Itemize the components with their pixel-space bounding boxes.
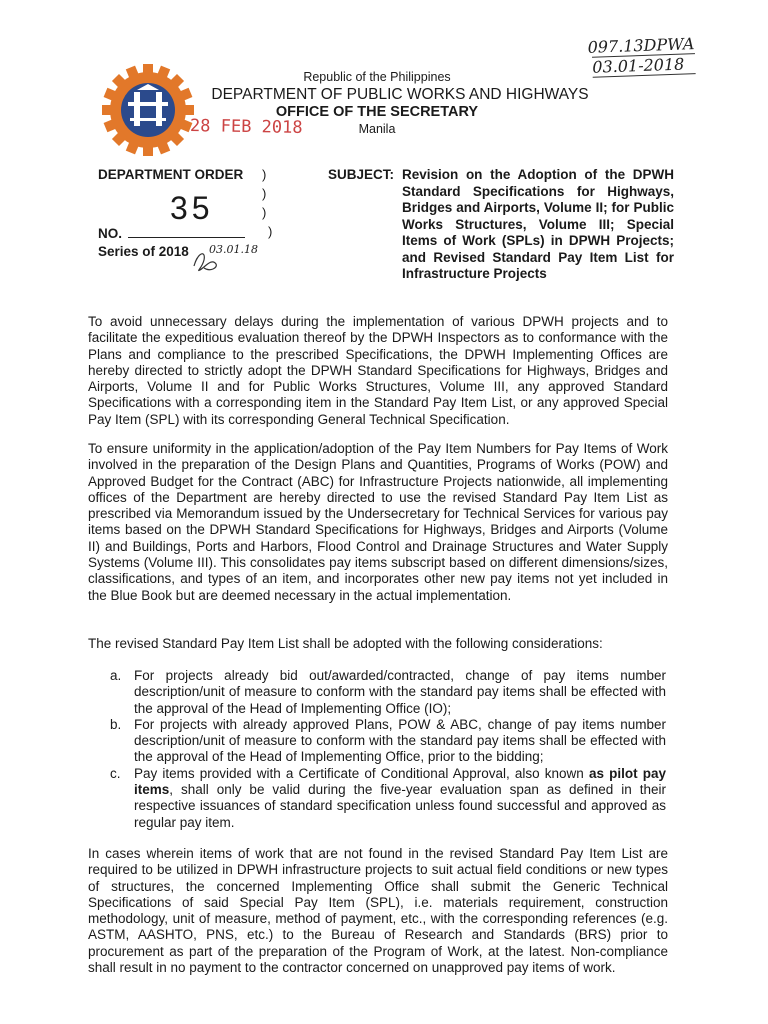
handwritten-series-note: 03.01.18	[209, 243, 258, 256]
header-city: Manila	[358, 122, 396, 136]
paragraph-2-text: To ensure uniformity in the application/adoption of the Pay Item Numbers for Pay Items of Work involved in the preparation of the Design Plans and Quantities, Programs of Works (POW) and Approved Budget for the Contract (ABC) for Infrastructure Projects nationwide, all implementing offices of the Department are hereby directed to use the revised Standard Pay Item List as prescribed via Memorandum issued by the Undersecretary for Technical Services for various pay items based on the DPWH Standard Specifications for Highways, Bridges and Airports (Volume II) and Buildings, Ports and Harbors, Flood Control and Drainage Structures and Water Supply Systems (Volume III). This consolidates pay items subscript based on different dimensions/sizes, classifications, and types of an item, and incorporates other new pay items not yet included in the Blue Book but are deemed necessary in the actual implementation.	[88, 441, 668, 603]
paragraph-3	[88, 636, 668, 652]
header-republic: Republic of the Philippines	[303, 70, 451, 84]
handwritten-ref-line1: 097.13DPWA	[587, 34, 695, 57]
subject-label: SUBJECT:	[328, 167, 395, 182]
list-item-c-text-2: , shall only be valid during the five-year evaluation span as defined in their respective issuances of standard specification unless found successful and approved as regular pay item.	[134, 782, 666, 830]
paragraph-4	[88, 846, 668, 976]
list-item-c-bold: as pilot pay items	[134, 765, 666, 798]
initial-signature	[190, 246, 224, 276]
list-item-b-text: For projects with already approved Plans, POW & ABC, change of pay items number description/unit of measure to conform with the standard pay items shall be effected with the approval of the Head of Implementing Office, prior to the bidding;	[134, 716, 666, 765]
list-item-a	[110, 668, 666, 717]
list-marker-a: a.	[110, 668, 122, 683]
list-item-b	[110, 717, 666, 766]
paragraph-2	[88, 441, 668, 604]
list-item-a-text: For projects already bid out/awarded/contracted, change of pay items number description/unit of measure to conform with the standard pay items shall be effected with the approval of the Head of Implementing Office (IO);	[134, 668, 666, 716]
subject-text: Revision on the Adoption of the DPWH Standard Specifications for Highways, Bridges and Airports, Volume II; for Public Works Structures, Volume III; Special Items of Work (SPLs) in DPWH Projects; and Revised Standard Pay Item List for Infrastructure Projects	[402, 167, 674, 281]
order-no-label: NO.	[98, 226, 123, 241]
department-order-label: DEPARTMENT ORDER	[98, 167, 244, 182]
list-item-c	[110, 766, 666, 831]
paragraph-1-text: To avoid unnecessary delays during the implementation of various DPWH projects and to facilitate the expeditious evaluation thereof by the DPWH Inspectors as to conformance with the Plans and compliance to the prescribed Specifications, the DPWH Implementing Offices are hereby directed to strictly adopt the DPWH Standard Specifications for Highways, Bridges and Airports, Volume II and for Public Works Structures, Volume III, any approved Standard Specifications with a corresponding item in the Standard Pay Item List, or any approved Special Pay Item (SPL) with its corresponding General Technical Specification.	[88, 314, 668, 427]
header-office: OFFICE OF THE SECRETARY	[275, 104, 479, 120]
list-marker-b: b.	[110, 716, 122, 732]
paragraph-1	[88, 314, 668, 428]
header-department: DEPARTMENT OF PUBLIC WORKS AND HIGHWAYS	[211, 86, 589, 103]
considerations-list	[110, 668, 666, 831]
order-paren-4: )	[268, 224, 273, 239]
order-number-line	[128, 237, 245, 238]
stamp-date: 28 FEB 2018	[189, 116, 303, 138]
order-paren-1: )	[262, 167, 267, 182]
subject-block	[328, 167, 674, 281]
order-paren-3: )	[262, 205, 267, 220]
paragraph-3-text: The revised Standard Pay Item List shall be adopted with the following considerations:	[88, 636, 603, 651]
list-item-c-text-1: Pay items provided with a Certificate of Conditional Approval, also known	[134, 765, 584, 781]
list-marker-c: c.	[110, 765, 121, 781]
dpwh-gear-seal-icon	[100, 62, 196, 158]
order-paren-2: )	[262, 186, 267, 201]
handwritten-reference	[587, 34, 695, 78]
paragraph-4-text: In cases wherein items of work that are not found in the revised Standard Pay Item List are required to be utilized in DPWH infrastructure projects to suit actual field conditions or new types of structures, the concerned Implementing Office shall submit the Generic Technical Specifications of said Special Pay Item (SPL), i.e. materials requirement, construction methodology, unit of measure, method of payment, etc., with the corresponding references (e.g. ASTM, AASHTO, PNS, etc.) to the Bureau of Research and Standards (BRS) prior to procurement as part of the preparation of the Program of Work, at the latest. Non-compliance shall result in no payment to the contractor concerned on unapproved pay items of work.	[88, 846, 668, 976]
order-series: Series of 2018	[98, 244, 189, 259]
order-number: 35	[170, 190, 214, 226]
handwritten-ref-line2: 03.01-2018	[592, 53, 695, 78]
